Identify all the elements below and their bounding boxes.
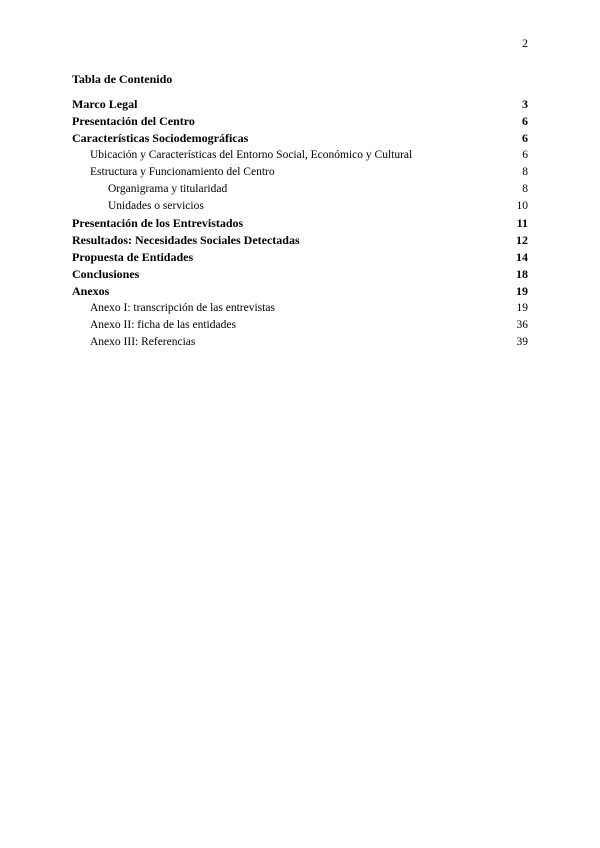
toc-entry-unidades[interactable] xyxy=(72,198,528,215)
toc-entry-organigrama[interactable] xyxy=(72,181,528,198)
toc-entry-label: Características Sociodemográficas xyxy=(72,131,249,145)
toc-entry-resultados[interactable] xyxy=(72,232,528,249)
toc-entry-page: 19 xyxy=(516,302,528,314)
toc-entry-label: Anexo II: ficha de las entidades xyxy=(90,319,236,331)
toc-entry-page: 8 xyxy=(522,166,528,178)
toc-entry-conclusiones[interactable] xyxy=(72,266,528,283)
toc-entry-estructura[interactable] xyxy=(72,164,528,181)
toc-entry-label: Ubicación y Características del Entorno Social, Económico y Cultural xyxy=(90,149,413,161)
toc-entry-marco-legal[interactable] xyxy=(72,96,528,113)
toc-entry-page: 10 xyxy=(516,200,528,212)
toc-entry-anexo-1[interactable] xyxy=(72,300,528,317)
toc-list xyxy=(72,96,528,351)
toc-entry-page: 18 xyxy=(516,267,528,281)
toc-entry-page: 14 xyxy=(516,250,528,264)
toc-entry-label: Propuesta de Entidades xyxy=(72,250,194,264)
toc-entry-label: Estructura y Funcionamiento del Centro xyxy=(90,166,275,178)
toc-entry-page: 11 xyxy=(516,216,528,230)
toc-entry-label: Anexo III: Referencias xyxy=(90,336,196,348)
toc-entry-page: 6 xyxy=(522,131,528,145)
toc-entry-anexos[interactable] xyxy=(72,283,528,300)
toc-entry-presentacion-centro[interactable] xyxy=(72,113,528,130)
toc-entry-page: 6 xyxy=(522,114,528,128)
toc-entry-anexo-3[interactable] xyxy=(72,334,528,351)
toc-entry-label: Unidades o servicios xyxy=(108,200,204,212)
toc-entry-label: Anexo I: transcripción de las entrevistas xyxy=(90,302,275,314)
toc-title: Tabla de Contenido xyxy=(72,72,173,86)
toc-entry-label: Resultados: Necesidades Sociales Detectadas xyxy=(72,233,300,247)
page-number: 2 xyxy=(522,36,528,50)
toc-entry-label: Presentación de los Entrevistados xyxy=(72,216,244,230)
toc-entry-label: Marco Legal xyxy=(72,97,138,111)
toc-entry-page: 12 xyxy=(516,233,528,247)
toc-entry-page: 19 xyxy=(516,284,528,298)
toc-entry-label: Anexos xyxy=(72,284,110,298)
toc-entry-label: Presentación del Centro xyxy=(72,114,195,128)
toc-entry-caracteristicas[interactable] xyxy=(72,130,528,147)
toc-entry-page: 39 xyxy=(516,336,528,348)
toc-entry-label: Conclusiones xyxy=(72,267,140,281)
toc-entry-entrevistados[interactable] xyxy=(72,215,528,232)
toc-entry-page: 8 xyxy=(522,183,528,195)
toc-entry-anexo-2[interactable] xyxy=(72,317,528,334)
toc-entry-page: 6 xyxy=(522,149,528,161)
toc-entry-label: Organigrama y titularidad xyxy=(108,183,228,195)
toc-entry-page: 3 xyxy=(522,97,528,111)
toc-entry-propuesta[interactable] xyxy=(72,249,528,266)
toc-entry-ubicacion[interactable] xyxy=(72,147,528,164)
toc-entry-page: 36 xyxy=(516,319,528,331)
